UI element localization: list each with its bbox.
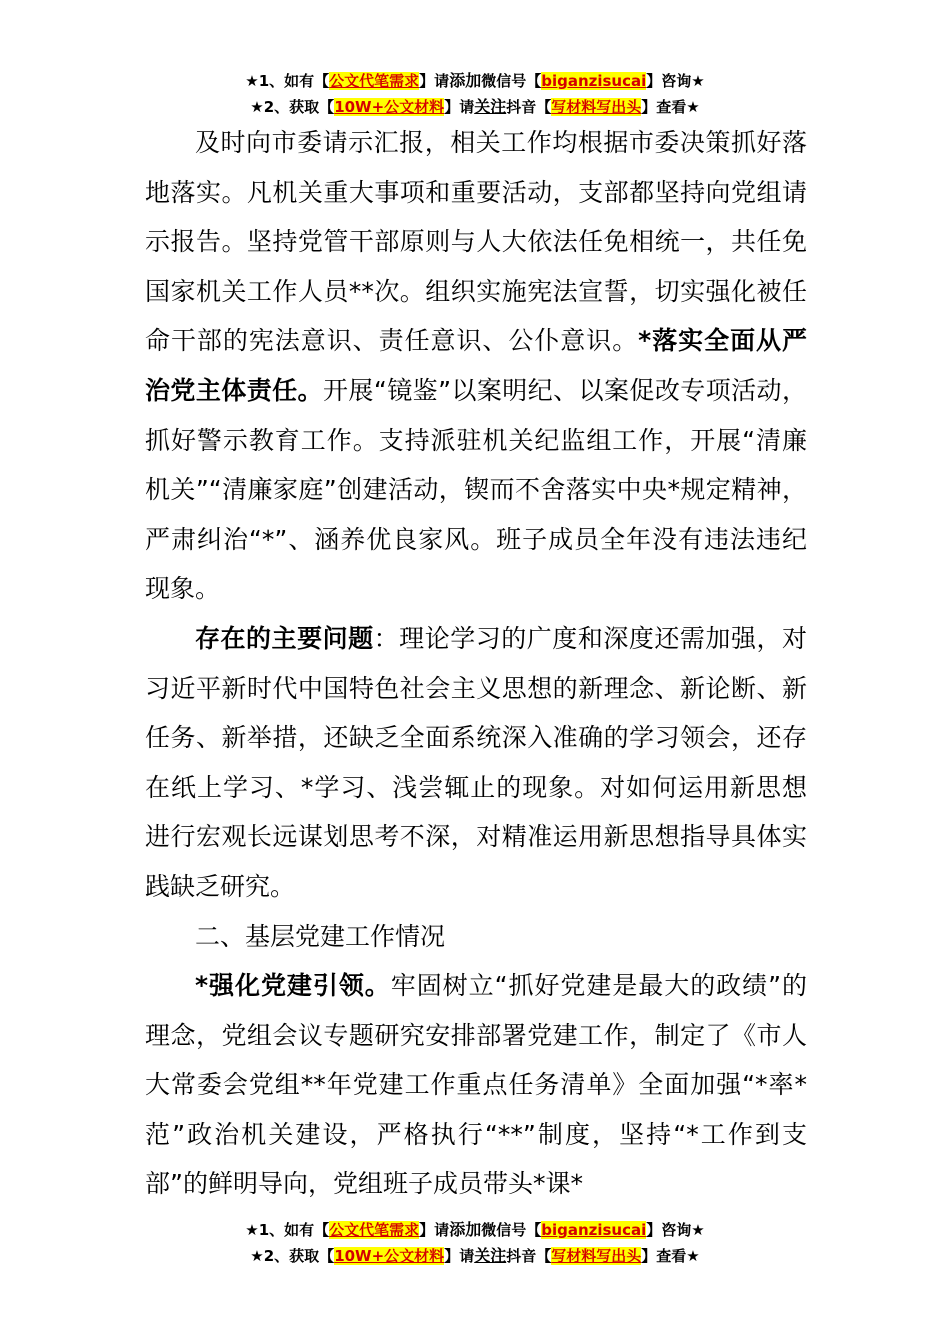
highlight-wechat-id: biganzisucai xyxy=(541,1221,647,1239)
highlight-service: 公文代笔需求 xyxy=(329,1221,420,1239)
bold-lead: *落实全面从严治党主体责任。 xyxy=(145,326,807,405)
banner-text: ★1、如有【 xyxy=(245,1221,330,1239)
highlight-douyin: 写材料写出头 xyxy=(551,1247,642,1265)
banner-text: 】咨询★ xyxy=(646,1221,705,1239)
banner-text: 】请 xyxy=(444,98,475,116)
emphasis-add: 添加 xyxy=(449,71,482,90)
bold-lead: 存在的主要问题 xyxy=(195,623,374,653)
paragraph-text: 牢固树立“抓好党建是最大的政绩”的理念，党组会议专题研究安排部署党建工作，制定了《市人大常委会党组**年党建工作重点任务清单》全面加强“*率*范”政治机关建设，严格执行“**”制度，坚持“*工作到支部”的鲜明导向，党组班子成员带头*课* xyxy=(145,971,807,1199)
banner-line-1 xyxy=(0,68,950,94)
paragraph-text: 及时向市委请示汇报，相关工作均根据市委决策抓好落地落实。凡机关重大事项和重要活动，支部都坚持向党组请示报告。坚持党管干部原则与人大依法任免相统一，共任免国家机关工作人员**次。组织实施宪法宣誓，切实强化被任命干部的宪法意识、责任意识、公仆意识。 xyxy=(145,128,807,356)
banner-text: 】请 xyxy=(419,72,450,90)
document-body xyxy=(145,118,807,1209)
banner-text: 抖音【 xyxy=(506,98,552,116)
banner-line-2 xyxy=(0,94,950,120)
emphasis-follow: 关注 xyxy=(474,1246,507,1265)
banner-text: 抖音【 xyxy=(506,1247,552,1265)
banner-text: ★2、获取【 xyxy=(250,98,335,116)
banner-text: 微信号【 xyxy=(481,1221,542,1239)
highlight-materials: 10W+公文材料 xyxy=(334,98,445,116)
highlight-materials: 10W+公文材料 xyxy=(334,1247,445,1265)
top-banner xyxy=(0,68,950,120)
section-heading: 二、基层党建工作情况 xyxy=(195,921,446,951)
banner-text: 】咨询★ xyxy=(646,72,705,90)
banner-text: 】查看★ xyxy=(641,98,700,116)
emphasis-follow: 关注 xyxy=(474,97,507,116)
highlight-douyin: 写材料写出头 xyxy=(551,98,642,116)
bold-lead: *强化党建引领。 xyxy=(195,971,391,1001)
banner-text: 微信号【 xyxy=(481,72,542,90)
banner-text: 】查看★ xyxy=(641,1247,700,1265)
paragraph-3 xyxy=(145,961,807,1209)
paragraph-text: ：理论学习的广度和深度还需加强，对习近平新时代中国特色社会主义思想的新理念、新论断、新任务、新举措，还缺乏全面系统深入准确的学习领会，还存在纸上学习、*学习、浅尝辄止的现象。对如何运用新思想进行宏观长远谋划思考不深，对精准运用新思想指导具体实践缺乏研究。 xyxy=(145,623,807,901)
banner-line-2 xyxy=(0,1243,950,1269)
banner-text: 】请 xyxy=(444,1247,475,1265)
highlight-wechat-id: biganzisucai xyxy=(541,72,647,90)
paragraph-1 xyxy=(145,118,807,614)
banner-text: ★2、获取【 xyxy=(250,1247,335,1265)
emphasis-add: 添加 xyxy=(449,1220,482,1239)
paragraph-2 xyxy=(145,614,807,912)
paragraph-text: 开展“镜鉴”以案明纪、以案促改专项活动，抓好警示教育工作。支持派驻机关纪监组工作，开展“清廉机关”“清廉家庭”创建活动，锲而不舍落实中央*规定精神，严肃纠治“*”、涵养优良家风。班子成员全年没有违法违纪现象。 xyxy=(145,375,807,604)
highlight-service: 公文代笔需求 xyxy=(329,72,420,90)
banner-text: 】请 xyxy=(419,1221,450,1239)
banner-line-1 xyxy=(0,1217,950,1243)
bottom-banner xyxy=(0,1217,950,1269)
banner-text: ★1、如有【 xyxy=(245,72,330,90)
